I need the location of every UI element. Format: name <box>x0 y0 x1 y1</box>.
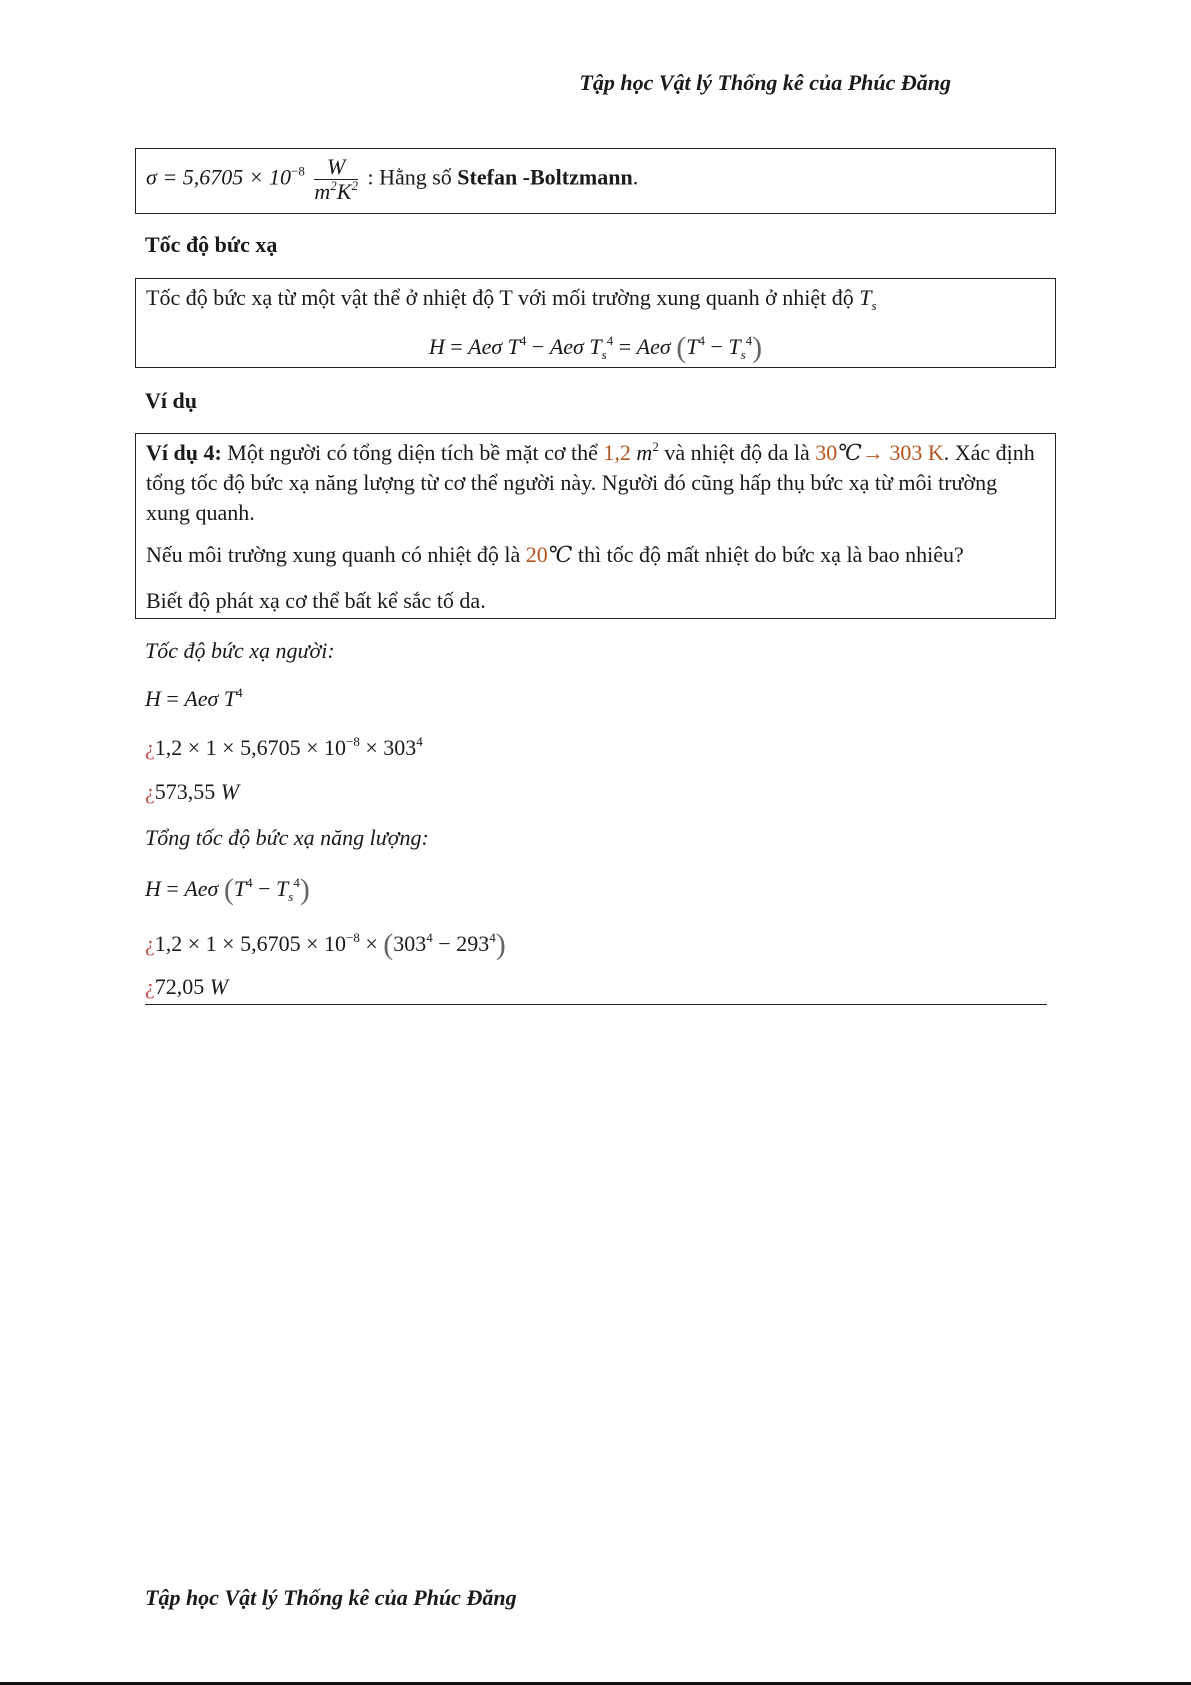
fraction-denominator: $m^2K^2$ <box>314 178 358 204</box>
radiation-rate-box <box>135 278 1056 368</box>
sigma-definition: $\sigma = 5,6705 \times 10^{-8}$ $\frac{W}{m^2K^2}$ : Hằng số Stefan -Boltzmann. <box>146 154 639 204</box>
solution-divider <box>145 1004 1047 1005</box>
area-value: 1,2 <box>603 440 631 465</box>
solution-title-1: Tốc độ bức xạ người: <box>145 638 335 663</box>
solution-result-1: ¿573,55 W <box>145 779 240 804</box>
example-paragraph-3: Biết độ phát xạ cơ thể bất kể sắc tố da. <box>146 588 486 613</box>
sigma-unit-fraction <box>314 155 358 204</box>
example-paragraph-2: Nếu môi trường xung quanh có nhiệt độ là 20℃ thì tốc độ mất nhiệt do bức xạ là bao nhiêu? <box>146 542 964 567</box>
heading-example: Ví dụ <box>145 388 197 413</box>
skin-temp-value: 30 <box>815 440 838 465</box>
radiation-rate-formula: H = Aeσ $T^4 - Ae\sigma$ $T_s^4 = Ae\sigma$ $(T^4 - T_s^4)$ <box>428 331 763 364</box>
fraction-numerator: W <box>314 155 358 180</box>
solution-result-2: ¿72,05 W <box>145 974 229 999</box>
skin-temp-kelvin: 303 K <box>883 440 944 465</box>
stefan-boltzmann-label: Stefan -Boltzmann <box>457 164 633 190</box>
example-paragraph-1: Ví dụ 4: Một người có tổng diện tích bề mặt cơ thể 1,2 $m^2$ và nhiệt độ da là 30℃→ 303 K. Xác định tổng tốc độ bức xạ năng lượng từ cơ thể người này. Người đó cũng hấp thụ bức xạ từ môi trường xung quanh. <box>146 439 1035 525</box>
sigma-text: : Hằng số <box>361 164 458 190</box>
environment-temp-value: 20 <box>525 542 548 567</box>
page-footer: Tập học Vật lý Thống kê của Phúc Đăng <box>145 1585 517 1610</box>
sigma-lhs: σ = 5,6705 × 10 <box>146 164 292 190</box>
solution-calc-2: ¿$1,2 \times 1 \times 5,6705 \times 10^{-8} \times (303^4 - 293^4)$ <box>145 928 506 961</box>
solution-formula-1: H = Aeσ $T^4$ <box>145 685 243 711</box>
heading-radiation-rate: Tốc độ bức xạ <box>145 232 278 257</box>
example-label: Ví dụ 4: <box>146 440 222 465</box>
page-header: Tập học Vật lý Thống kê của Phúc Đăng <box>579 70 951 95</box>
radiation-rate-text: Tốc độ bức xạ từ một vật thể ở nhiệt độ T với mối trường xung quanh ở nhiệt độ $T_s$ <box>146 285 877 313</box>
sigma-definition-box <box>135 148 1056 214</box>
sigma-exponent: −8 <box>291 163 305 179</box>
example-box <box>135 433 1056 619</box>
solution-title-2: Tổng tốc độ bức xạ năng lượng: <box>145 825 429 850</box>
solution-formula-2: H = Aeσ $(T^4 - T_s^4)$ <box>145 873 310 906</box>
solution-calc-1: ¿$1,2 \times 1 \times 5,6705 \times 10^{-8} \times 303^4$ <box>145 734 423 760</box>
